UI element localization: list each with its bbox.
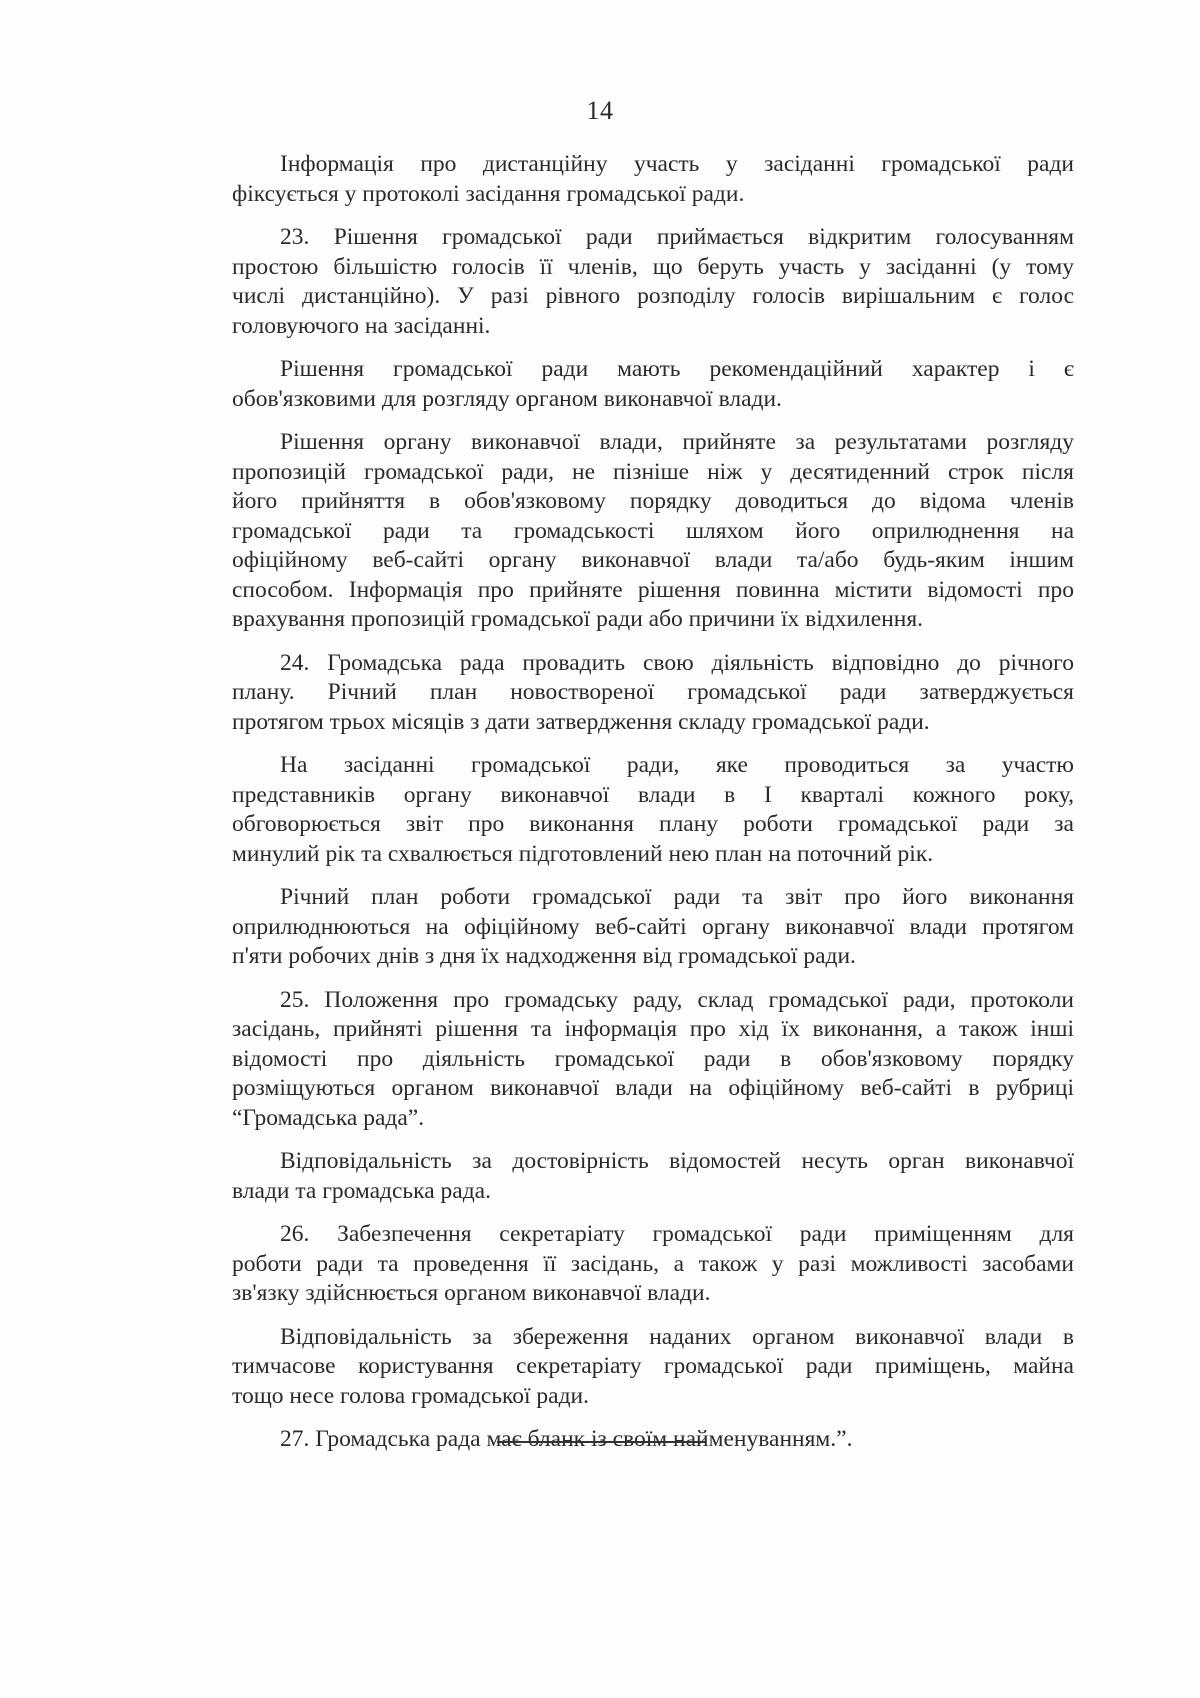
text-line: головуючого на засіданні. xyxy=(232,312,491,339)
text-line: плану. Річний план новоствореної громадської ради затверджується xyxy=(232,679,1074,705)
text-line: тощо несе голова громадської ради. xyxy=(232,1382,590,1409)
text-line: врахування пропозицій громадської ради або причини їх відхилення. xyxy=(232,606,924,632)
text-line: розміщуються органом виконавчої влади на офіційному веб-сайті в рубриці xyxy=(232,1075,1074,1101)
text-line: 23. Рішення громадської ради приймається відкритим голосуванням xyxy=(280,224,1074,250)
paragraph xyxy=(232,1323,1074,1412)
text-line: 24. Громадська рада провадить свою діяльність відповідно до річного xyxy=(280,649,1074,676)
text-line: числі дистанційно). У разі рівного розподілу голосів вирішальним є голос xyxy=(232,283,1074,309)
text-line: 27. Громадська рада має бланк із своїм найменуванням.”. xyxy=(280,1426,853,1452)
paragraph xyxy=(232,986,1074,1134)
text-line: влади та громадська рада. xyxy=(232,1177,491,1204)
paragraph xyxy=(232,1147,1074,1206)
text-line: засідань, прийняті рішення та інформація про хід їх виконання, а також інші xyxy=(232,1016,1074,1042)
paragraph xyxy=(232,883,1074,972)
text-line: 26. Забезпечення секретаріату громадської ради приміщенням для xyxy=(280,1221,1074,1247)
text-line: простою більшістю голосів її членів, що беруть участь у засіданні (у тому xyxy=(232,253,1074,280)
text-line: представників органу виконавчої влади в І кварталі кожного року, xyxy=(232,781,1074,808)
text-line: Річний план роботи громадської ради та звіт про його виконання xyxy=(280,884,1074,910)
text-line: відомості про діяльність громадської ради в обов'язковому порядку xyxy=(232,1045,1074,1072)
text-line: “Громадська рада”. xyxy=(232,1104,425,1131)
text-line: обов'язковими для розгляду органом виконавчої влади. xyxy=(232,385,782,412)
text-line: громадської ради та громадськості шляхом його оприлюднення на xyxy=(232,517,1074,544)
paragraph xyxy=(232,751,1074,869)
end-of-text-rule xyxy=(497,1441,705,1443)
text-line: фіксується у протоколі засідання громадської ради. xyxy=(232,180,745,207)
text-line: роботи ради та проведення її засідань, а також у разі можливості засобами xyxy=(232,1250,1074,1277)
page-number: 14 xyxy=(586,96,614,125)
paragraph xyxy=(232,649,1074,738)
paragraph xyxy=(232,1220,1074,1309)
text-line: його прийняття в обов'язковому порядку доводиться до відома членів xyxy=(232,488,1074,514)
text-line: протягом трьох місяців з дати затвердження складу громадської ради. xyxy=(232,708,930,735)
paragraph xyxy=(232,1425,1074,1455)
text-line: 25. Положення про громадську раду, склад громадської ради, протоколи xyxy=(280,986,1074,1013)
paragraph xyxy=(232,223,1074,341)
text-line: способом. Інформація про прийняте рішення повинна містити відомості про xyxy=(232,576,1074,603)
document-body xyxy=(232,150,1074,1469)
text-line: Відповідальність за достовірність відомостей несуть орган виконавчої xyxy=(280,1148,1074,1174)
text-line: обговорюється звіт про виконання плану роботи громадської ради за xyxy=(232,811,1074,837)
text-line: Рішення громадської ради мають рекомендаційний характер і є xyxy=(280,356,1074,382)
text-line: минулий рік та схвалюється підготовлений нею план на поточний рік. xyxy=(232,840,934,867)
text-line: Інформація про дистанційну участь у засіданні громадської ради xyxy=(280,151,1074,177)
paragraph xyxy=(232,355,1074,414)
text-line: тимчасове користування секретаріату громадської ради приміщень, майна xyxy=(232,1353,1074,1379)
text-line: На засіданні громадської ради, яке проводиться за участю xyxy=(280,752,1074,778)
text-line: офіційному веб-сайті органу виконавчої влади та/або будь-яким іншим xyxy=(232,547,1074,573)
text-line: пропозицій громадської ради, не пізніше ніж у десятиденний строк після xyxy=(232,458,1074,485)
text-line: п'яти робочих днів з дня їх надходження від громадської ради. xyxy=(232,943,856,969)
text-line: Відповідальність за збереження наданих органом виконавчої влади в xyxy=(280,1323,1074,1350)
text-line: Рішення органу виконавчої влади, прийняте за результатами розгляду xyxy=(280,429,1074,455)
paragraph xyxy=(232,150,1074,209)
text-line: оприлюднюються на офіційному веб-сайті органу виконавчої влади протягом xyxy=(232,913,1074,940)
paragraph xyxy=(232,428,1074,635)
text-line: зв'язку здійснюється органом виконавчої влади. xyxy=(232,1280,711,1306)
